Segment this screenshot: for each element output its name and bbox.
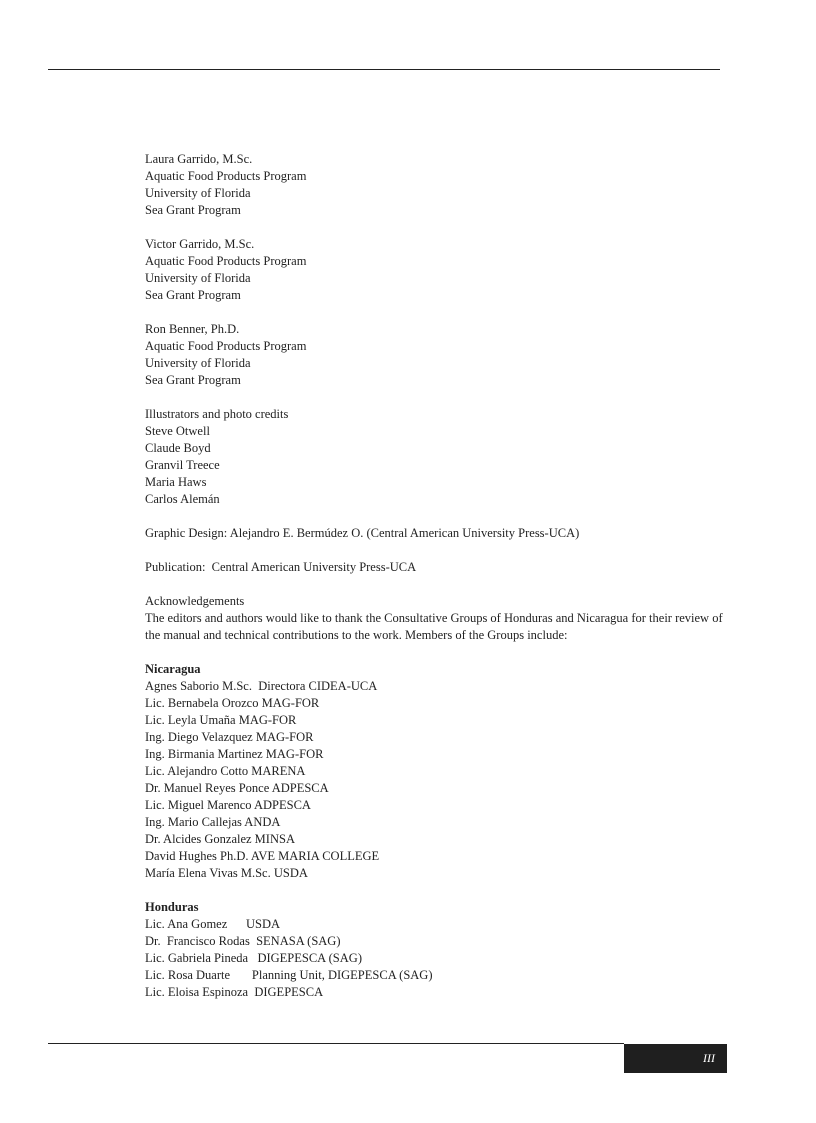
page-number-tab <box>624 1044 727 1073</box>
graphic-design-credit <box>145 525 745 542</box>
group-member: Ing. Diego Velazquez MAG-FOR <box>145 730 314 744</box>
group-member: Lic. Miguel Marenco ADPESCA <box>145 798 311 812</box>
header-rule <box>48 69 720 70</box>
group-member: Lic. Bernabela Orozco MAG-FOR <box>145 696 320 710</box>
illustrators-block <box>145 406 745 508</box>
group-member: Dr. Manuel Reyes Ponce ADPESCA <box>145 781 329 795</box>
group-member: David Hughes Ph.D. AVE MARIA COLLEGE <box>145 849 380 863</box>
author-affiliation: Aquatic Food Products Program <box>145 339 307 353</box>
author-name: Victor Garrido, M.Sc. <box>145 237 255 251</box>
credits-content <box>145 151 745 1018</box>
acknowledgements-heading: Acknowledgements <box>145 594 245 608</box>
illustrator-name: Carlos Alemán <box>145 492 220 506</box>
group-member: Lic. Gabriela Pineda DIGEPESCA (SAG) <box>145 951 362 965</box>
footer-rule <box>48 1043 624 1044</box>
group-member: Lic. Leyla Umaña MAG-FOR <box>145 713 297 727</box>
group-member: Ing. Birmania Martinez MAG-FOR <box>145 747 324 761</box>
graphic-design-text: Graphic Design: Alejandro E. Bermúdez O. (Central American University Press-UCA) <box>145 526 580 540</box>
author-name: Ron Benner, Ph.D. <box>145 322 240 336</box>
illustrator-name: Granvil Treece <box>145 458 220 472</box>
author-name: Laura Garrido, M.Sc. <box>145 152 253 166</box>
acknowledgements-text: The editors and authors would like to thank the Consultative Groups of Honduras and Nicaragua for their review of the manual and technical contributions to the work. Members of the Groups include: <box>145 611 723 642</box>
publication-text: Publication: Central American University Press-UCA <box>145 560 417 574</box>
group-member: Lic. Ana Gomez USDA <box>145 917 281 931</box>
author-affiliation: Sea Grant Program <box>145 373 241 387</box>
author-affiliation: University of Florida <box>145 356 251 370</box>
author-affiliation: Sea Grant Program <box>145 288 241 302</box>
author-affiliation: Aquatic Food Products Program <box>145 254 307 268</box>
group-member: Dr. Alcides Gonzalez MINSA <box>145 832 295 846</box>
illustrator-name: Steve Otwell <box>145 424 210 438</box>
honduras-group <box>145 899 745 1001</box>
acknowledgements-block <box>145 593 745 644</box>
author-block-victor-garrido <box>145 236 745 304</box>
illustrators-heading: Illustrators and photo credits <box>145 407 289 421</box>
author-affiliation: Sea Grant Program <box>145 203 241 217</box>
illustrator-name: Maria Haws <box>145 475 207 489</box>
author-block-laura-garrido <box>145 151 745 219</box>
illustrator-name: Claude Boyd <box>145 441 211 455</box>
group-member: Agnes Saborio M.Sc. Directora CIDEA-UCA <box>145 679 378 693</box>
publication-credit <box>145 559 745 576</box>
group-member: Lic. Alejandro Cotto MARENA <box>145 764 306 778</box>
nicaragua-group <box>145 661 745 882</box>
author-affiliation: University of Florida <box>145 271 251 285</box>
nicaragua-heading: Nicaragua <box>145 662 201 676</box>
author-block-ron-benner <box>145 321 745 389</box>
group-member: Dr. Francisco Rodas SENASA (SAG) <box>145 934 341 948</box>
group-member: Lic. Rosa Duarte Planning Unit, DIGEPESCA (SAG) <box>145 968 433 982</box>
author-affiliation: University of Florida <box>145 186 251 200</box>
group-member: Ing. Mario Callejas ANDA <box>145 815 281 829</box>
author-affiliation: Aquatic Food Products Program <box>145 169 307 183</box>
page-number: III <box>703 1051 715 1065</box>
group-member: María Elena Vivas M.Sc. USDA <box>145 866 308 880</box>
group-member: Lic. Eloisa Espinoza DIGEPESCA <box>145 985 324 999</box>
honduras-heading: Honduras <box>145 900 199 914</box>
